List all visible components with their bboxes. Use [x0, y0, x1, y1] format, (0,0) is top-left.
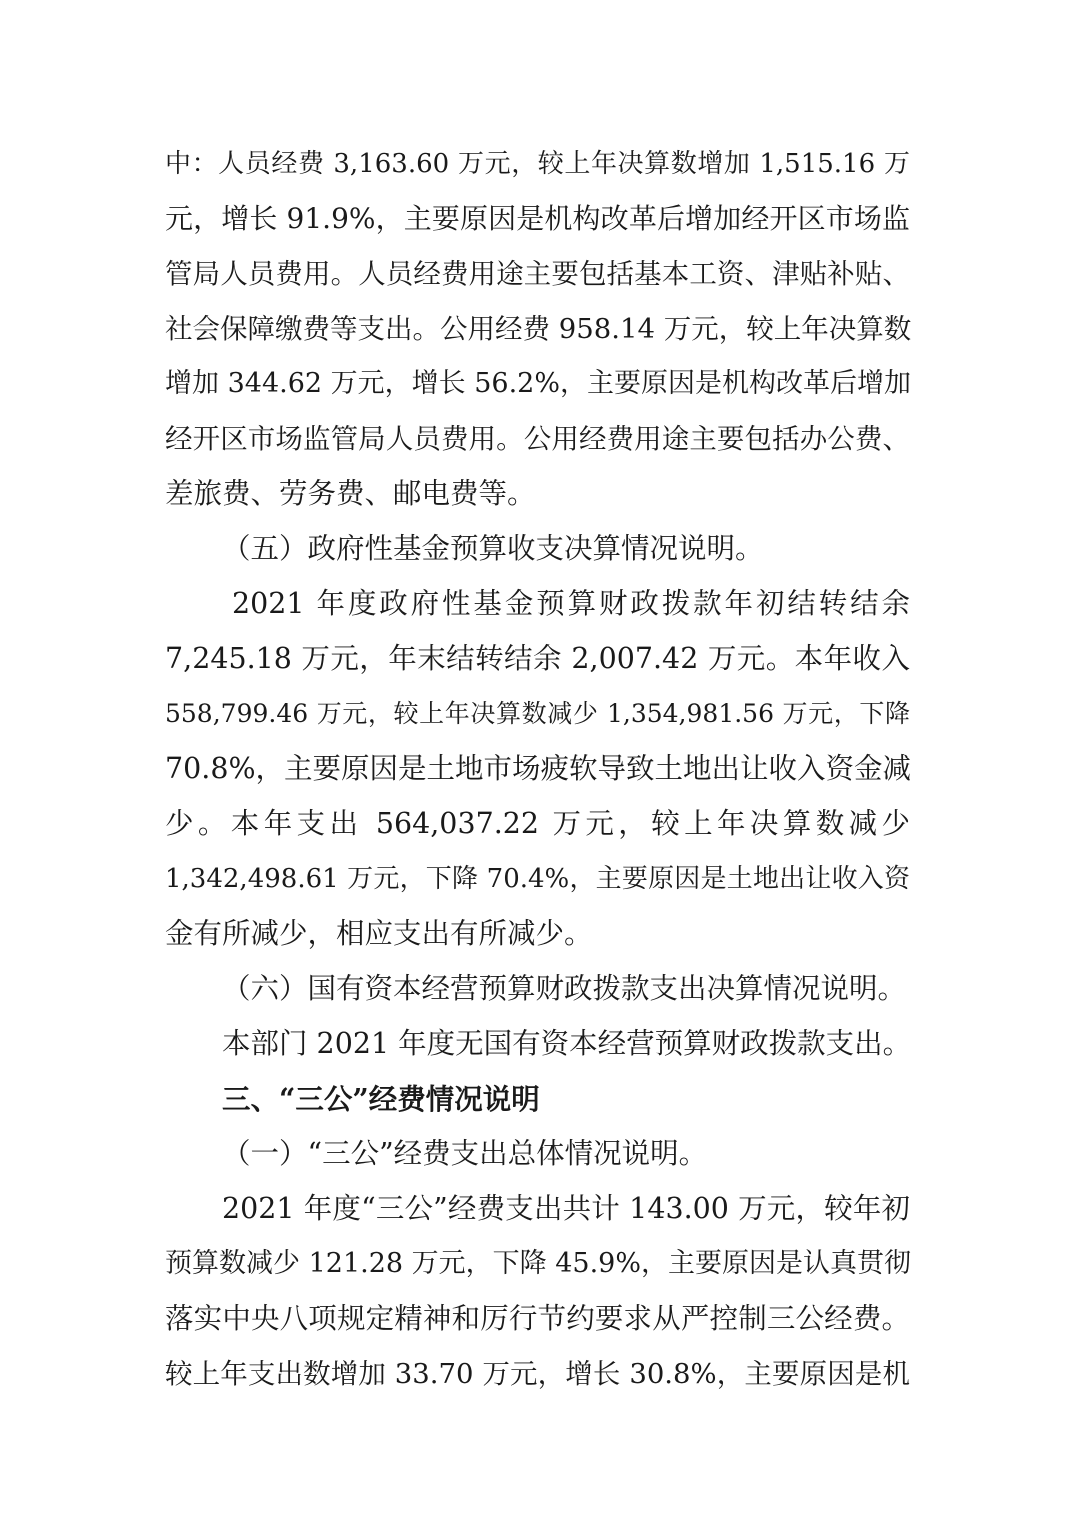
text-line: 少。本年支出 564,037.22 万元，较上年决算数减少 — [165, 807, 910, 840]
text-line: 金有所减少，相应支出有所减少。 — [165, 917, 593, 950]
text-line: 7,245.18 万元，年末结转结余 2,007.42 万元。本年收入 — [165, 642, 910, 675]
text-line: 经开区市场监管局人员费用。公用经费用途主要包括办公费、 — [165, 423, 910, 455]
text-line: 落实中央八项规定精神和厉行节约要求从严控制三公经费。 — [165, 1302, 910, 1335]
text-line: 预算数减少 121.28 万元，下降 45.9%，主要原因是认真贯彻 — [165, 1248, 911, 1279]
text-line: 增加 344.62 万元，增长 56.2%，主要原因是机构改革后增加 — [165, 368, 911, 399]
text-line: 管局人员费用。人员经费用途主要包括基本工资、津贴补贴、 — [165, 258, 910, 290]
text-line: 元，增长 91.9%，主要原因是机构改革后增加经开区市场监 — [165, 202, 910, 235]
text-line: 差旅费、劳务费、邮电费等。 — [165, 477, 536, 510]
section-heading-five: （五）政府性基金预算收支决算情况说明。 — [222, 532, 764, 565]
text-line: 2021 年度政府性基金预算财政拨款年初结转结余 — [232, 587, 910, 620]
text-line: 本部门 2021 年度无国有资本经营预算财政拨款支出。 — [222, 1027, 912, 1060]
text-line: 社会保障缴费等支出。公用经费 958.14 万元，较上年决算数 — [165, 313, 912, 345]
text-line: 较上年支出数增加 33.70 万元，增长 30.8%，主要原因是机 — [165, 1358, 910, 1390]
section-heading-three: 三、“三公”经费情况说明 — [222, 1082, 540, 1116]
section-heading-six: （六）国有资本经营预算财政拨款支出决算情况说明。 — [222, 972, 907, 1005]
subsection-heading-one: （一）“三公”经费支出总体情况说明。 — [222, 1137, 708, 1170]
text-line: 中：人员经费 3,163.60 万元，较上年决算数增加 1,515.16 万 — [165, 149, 910, 179]
text-line: 558,799.46 万元，较上年决算数减少 1,354,981.56 万元，下降 — [165, 699, 910, 728]
text-line: 2021 年度“三公”经费支出共计 143.00 万元，较年初 — [222, 1192, 910, 1225]
text-line: 1,342,498.61 万元，下降 70.4%，主要原因是土地出让收入资 — [165, 864, 910, 894]
text-line: 70.8%，主要原因是土地市场疲软导致土地出让收入资金减 — [165, 752, 912, 785]
